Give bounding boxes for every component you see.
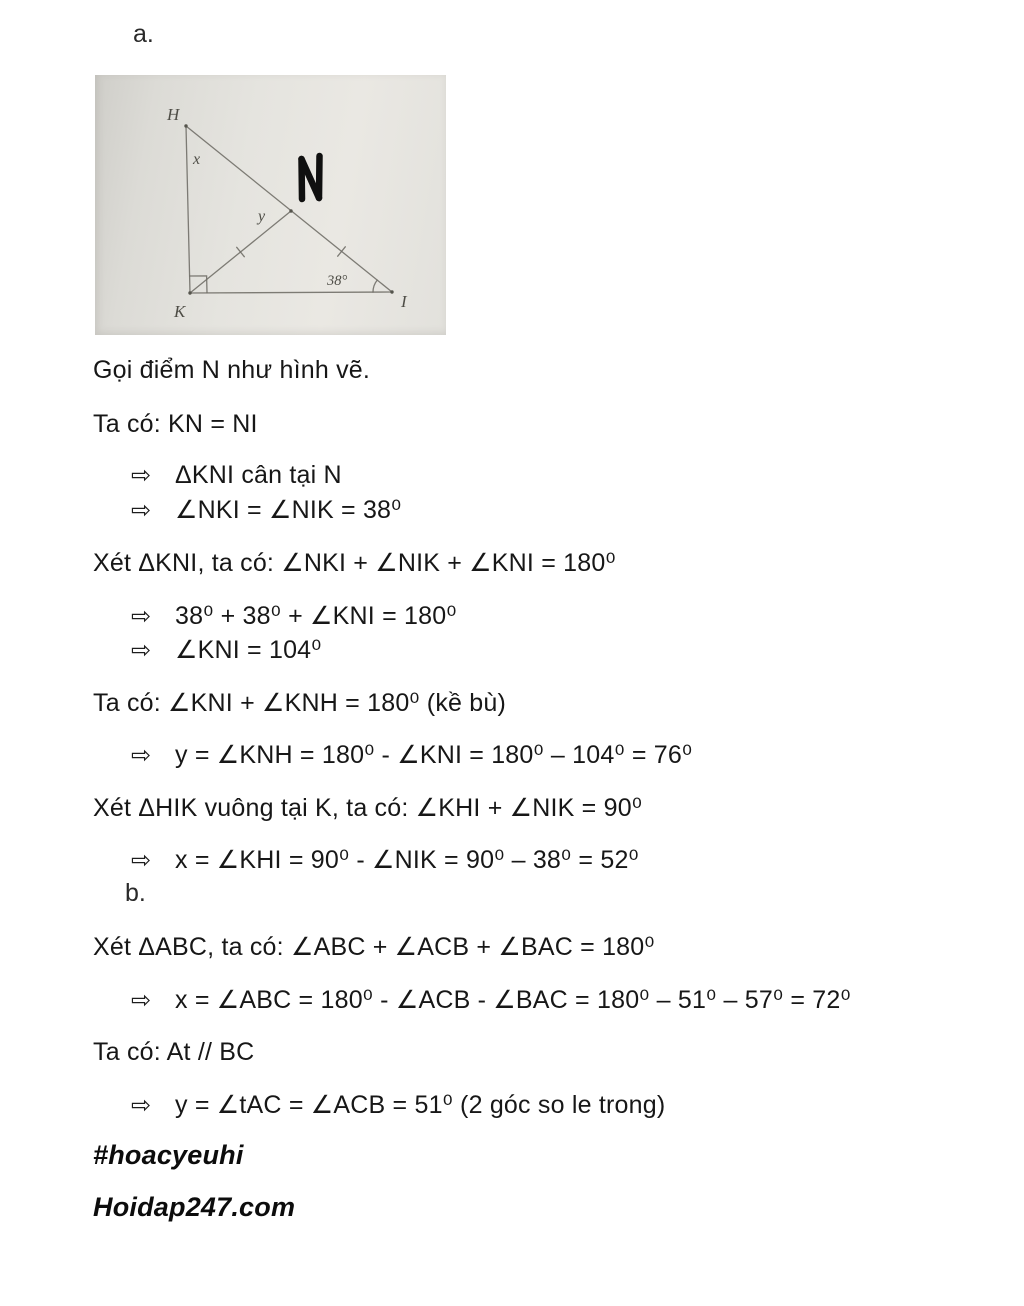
dot-k [188, 291, 191, 294]
bullet-row [131, 740, 692, 770]
part-a-label: a. [133, 20, 154, 48]
statement-kn-ni: Ta có: KN = NI [93, 410, 258, 438]
arrow-right-icon: ⇨ [131, 461, 152, 489]
segment-ki [190, 292, 392, 293]
bullet-row [131, 1090, 665, 1120]
triangle-lines [186, 126, 392, 293]
triangle-photo [95, 75, 446, 335]
bullet-text: x = ∠KHI = 90⁰ - ∠NIK = 90⁰ – 38⁰ = 52⁰ [175, 846, 639, 874]
marker-n-stroke-right [319, 156, 320, 198]
site-name: Hoidap247.com [93, 1192, 296, 1222]
bullet-text: ∠KNI = 104⁰ [175, 636, 322, 664]
dot-i [390, 290, 393, 293]
statement-parallel: Ta có: At // BC [93, 1038, 255, 1066]
bullet-text: 38⁰ + 38⁰ + ∠KNI = 180⁰ [175, 602, 457, 630]
bullet-text: y = ∠KNH = 180⁰ - ∠KNI = 180⁰ – 104⁰ = 76⁰ [175, 741, 693, 769]
marker-n-strokes [302, 156, 320, 199]
part-b-label: b. [125, 879, 146, 907]
label-vertex-i: I [401, 292, 407, 311]
label-angle-y: y [258, 208, 266, 225]
bullet-text: x = ∠ABC = 180⁰ - ∠ACB - ∠BAC = 180⁰ – 51⁰ – 57⁰ = 72⁰ [175, 986, 851, 1014]
statement-triangle-hik: Xét ΔHIK vuông tại K, ta có: ∠KHI + ∠NIK = 90⁰ [93, 794, 643, 822]
dot-n [289, 209, 292, 212]
intro-line: Gọi điểm N như hình vẽ. [93, 356, 371, 384]
arrow-right-icon: ⇨ [131, 846, 152, 874]
bullet-row [131, 635, 322, 665]
arrow-right-icon: ⇨ [131, 496, 152, 524]
arrow-right-icon: ⇨ [131, 1091, 152, 1119]
dot-h [184, 124, 187, 127]
tick-kn [237, 247, 245, 256]
bullet-row [131, 461, 342, 490]
bullet-row [131, 985, 851, 1015]
right-angle-mark [190, 276, 207, 293]
statement-triangle-abc: Xét ΔABC, ta có: ∠ABC + ∠ACB + ∠BAC = 180⁰ [93, 933, 655, 961]
bullet-row [131, 495, 401, 525]
arrow-right-icon: ⇨ [131, 636, 152, 664]
bullet-row [131, 845, 639, 875]
label-angle-x: x [193, 151, 201, 168]
arrow-right-icon: ⇨ [131, 602, 152, 630]
angle-arc-i [373, 280, 377, 292]
bullet-row [131, 601, 457, 631]
segment-hi [186, 126, 392, 292]
bullet-text: ΔKNI cân tại N [175, 461, 342, 489]
arrow-right-icon: ⇨ [131, 986, 152, 1014]
label-vertex-h: H [167, 105, 180, 124]
statement-adjacent-angles: Ta có: ∠KNI + ∠KNH = 180⁰ (kề bù) [93, 689, 506, 717]
hashtag-text: #hoacyeuhi [93, 1140, 244, 1170]
statement-triangle-kni: Xét ΔKNI, ta có: ∠NKI + ∠NIK + ∠KNI = 180⁰ [93, 549, 616, 577]
label-angle-38: 38° [327, 273, 348, 289]
tick-ni [338, 247, 346, 256]
label-vertex-k: K [174, 302, 186, 321]
triangle-figure-svg [95, 75, 446, 335]
arrow-right-icon: ⇨ [131, 741, 152, 769]
bullet-text: ∠NKI = ∠NIK = 38⁰ [175, 496, 402, 524]
bullet-text: y = ∠tAC = ∠ACB = 51⁰ (2 góc so le trong) [175, 1091, 666, 1119]
segment-hk [186, 126, 190, 293]
